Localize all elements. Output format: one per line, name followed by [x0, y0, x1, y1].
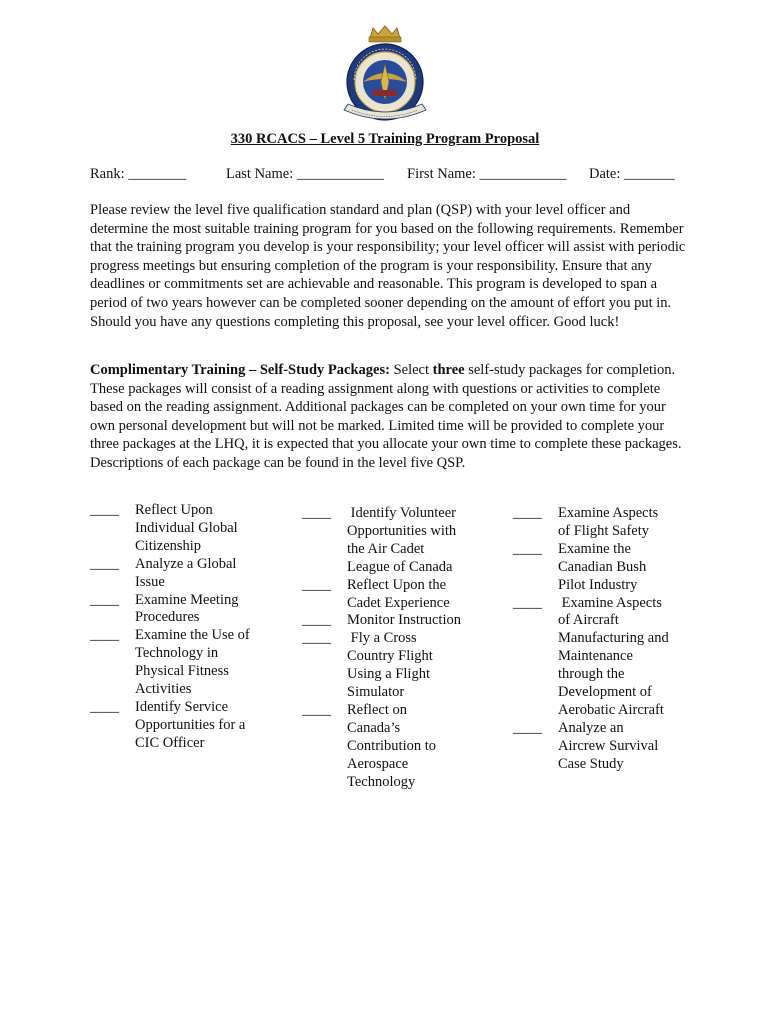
section-text-before: Select: [389, 362, 433, 378]
package-label: Activities: [135, 681, 192, 697]
package-label: Reflect Upon: [135, 502, 213, 518]
selection-blank[interactable]: ____: [513, 719, 542, 736]
package-label: Cadet Experience: [347, 594, 450, 611]
selection-blank[interactable]: ____: [302, 505, 331, 521]
package-label: Opportunities for a: [135, 716, 246, 733]
package-label: Examine Meeting: [135, 591, 239, 608]
package-label: Citizenship: [135, 537, 202, 554]
selection-blank[interactable]: ____: [90, 627, 119, 644]
package-label: Monitor Instruction: [347, 612, 461, 629]
date-field[interactable]: Date: _______: [589, 166, 675, 182]
package-label: Procedures: [135, 609, 200, 626]
package-label: Identify Service: [135, 698, 229, 715]
package-label: through the: [558, 666, 625, 683]
section-heading: Complimentary Training – Self-Study Packages:: [90, 362, 390, 378]
package-label: Examine the: [558, 540, 631, 557]
package-label: Examine the Use of: [135, 627, 250, 644]
last-name-field[interactable]: Last Name: ____________: [226, 166, 384, 182]
package-label: Maintenance: [558, 648, 633, 665]
package-label: Contribution to: [347, 737, 437, 754]
package-label: Development of: [558, 684, 652, 700]
selection-blank[interactable]: ____: [90, 698, 119, 715]
selection-blank[interactable]: ____: [513, 505, 542, 521]
package-label: the Air Cadet: [347, 540, 425, 557]
package-label: Canadian Bush: [558, 558, 647, 575]
package-label: CIC Officer: [135, 734, 205, 751]
package-label: Aerobatic Aircraft: [558, 701, 664, 718]
section-text-after: self-study packages for completion. These packages will consist of a reading assignment along with questions or activities to complete based on the reading assignment. Additional packages can be completed on your own time for your own personal development but will not be marked. Limited time will be provided to complete your three packages at the LHQ, it is expected that you allocate your own time to complete these packages. Descriptions of each package can be found in the level five QSP.: [90, 362, 682, 471]
package-label: Canada’s: [347, 719, 401, 736]
selection-blank[interactable]: ____: [513, 594, 542, 611]
package-label: of Aircraft: [558, 612, 619, 629]
package-label: Aircrew Survival: [558, 737, 659, 754]
rank-field[interactable]: Rank: ________: [90, 166, 187, 182]
package-label: Fly a Cross: [347, 630, 417, 647]
section-bold-word: three: [432, 362, 465, 378]
self-study-paragraph: [90, 361, 690, 473]
selection-blank[interactable]: ____: [90, 591, 119, 608]
intro-paragraph: Please review the level five qualification standard and plan (QSP) with your level officer and determine the most suitable training program for you based on the following requirements. Remember that the training program you develop is your responsibility; your level officer will assist with periodic progress meetings but ensuring completion of the program is your responsibility. Ensure that any deadlines or commitments set are achievable and reasonable. This program is developed to span a period of two years however can be completed sooner depending on the amount of effort you put in. Should you have any questions completing this proposal, see your level officer. Good luck!: [90, 202, 686, 330]
package-label: Reflect on: [347, 701, 407, 718]
selection-blank[interactable]: ____: [302, 630, 331, 647]
selection-blank[interactable]: ____: [302, 612, 331, 629]
package-label: Simulator: [347, 684, 405, 700]
package-label: Individual Global: [135, 519, 238, 536]
package-label: Examine Aspects: [558, 505, 659, 521]
package-label: Analyze a Global: [135, 555, 237, 572]
squadron-crest-logo: [342, 24, 428, 124]
package-label: Manufacturing and: [558, 630, 669, 647]
package-label: Aerospace: [347, 755, 409, 772]
package-label: Analyze an: [558, 719, 624, 736]
package-label: Identify Volunteer: [347, 505, 456, 521]
selection-blank[interactable]: ____: [302, 701, 331, 718]
package-label: of Flight Safety: [558, 522, 650, 539]
package-label: Opportunities with: [347, 522, 457, 539]
package-label: Technology in: [135, 645, 219, 662]
selection-blank[interactable]: ____: [513, 540, 542, 557]
package-label: Case Study: [558, 755, 624, 772]
selection-blank[interactable]: ____: [302, 576, 331, 593]
package-label: League of Canada: [347, 558, 453, 575]
package-label: Issue: [135, 573, 165, 590]
document-title: 330 RCACS – Level 5 Training Program Proposal: [230, 131, 540, 147]
first-name-field[interactable]: First Name: ____________: [407, 166, 567, 182]
package-label: Examine Aspects: [558, 594, 662, 611]
package-label: Country Flight: [347, 648, 433, 665]
package-label: Reflect Upon the: [347, 576, 447, 593]
package-label: Physical Fitness: [135, 663, 229, 680]
package-label: Pilot Industry: [558, 576, 638, 593]
package-label: Using a Flight: [347, 666, 430, 683]
package-label: Technology: [347, 773, 416, 790]
selection-blank[interactable]: ____: [90, 502, 119, 518]
selection-blank[interactable]: ____: [90, 555, 119, 572]
